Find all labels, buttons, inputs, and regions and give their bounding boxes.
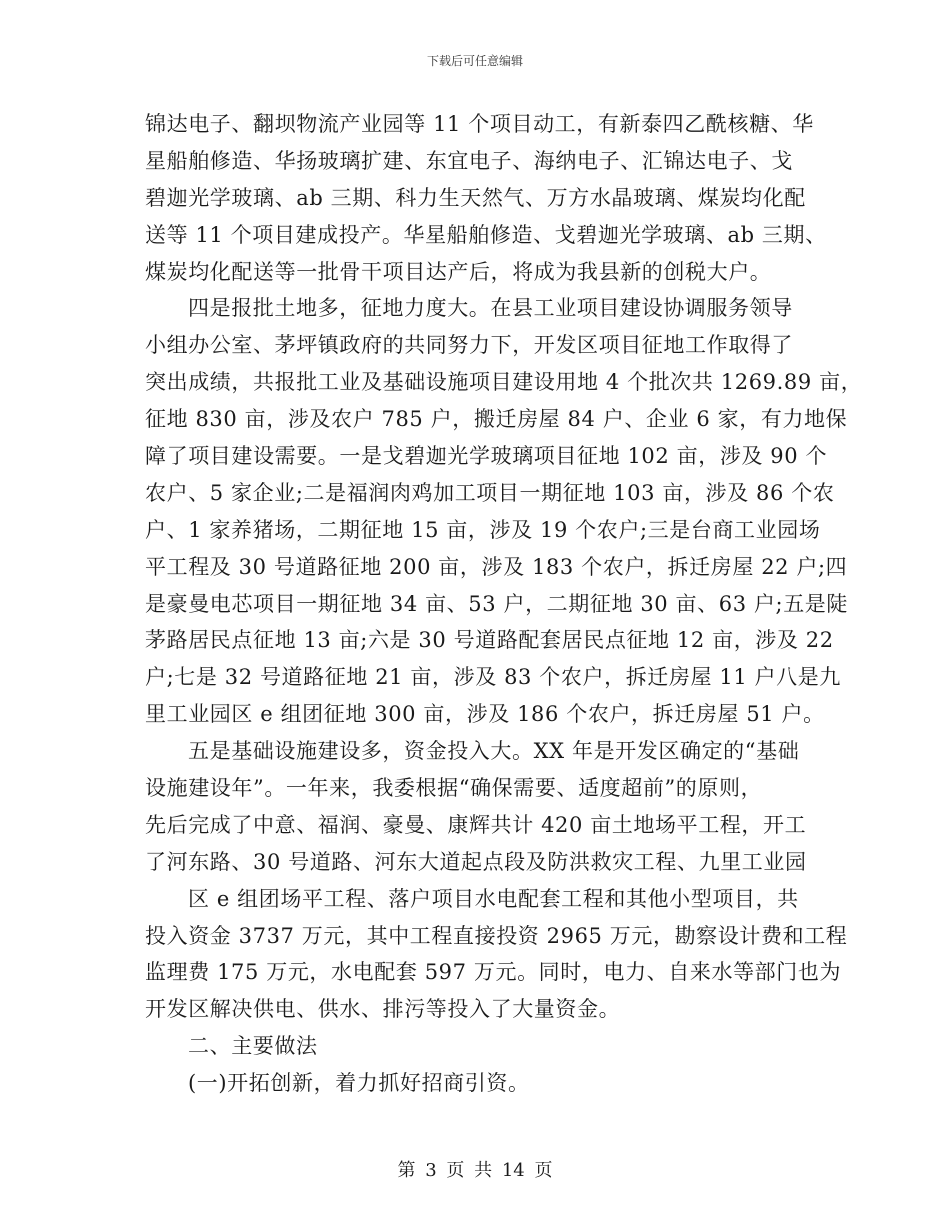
body-line: 突出成绩，共报批工业及基础设施项目建设用地 4 个批次共 1269.89 亩， [145,370,863,395]
body-line: 投入资金 3737 万元，其中工程直接投资 2965 万元，勘察设计费和工程 [145,923,848,948]
body-line: 锦达电子、翻坝物流产业园等 11 个项目动工，有新泰四乙酰核糖、华 [145,112,814,136]
body-line: 监理费 175 万元，水电配套 597 万元。同时，电力、自来水等部门也为 [145,960,842,985]
body-line: 星船舶修造、华扬玻璃扩建、东宜电子、海纳电子、汇锦达电子、戈 [145,148,793,173]
body-line: 区 e 组团场平工程、落户项目水电配套工程和其他小型项目，共 [188,886,799,911]
body-line: 障了项目建设需要。一是戈碧迦光学玻璃项目征地 102 亩，涉及 90 个 [145,444,828,469]
body-line: 平工程及 30 号道路征地 200 亩，涉及 183 个农户，拆迁房屋 22 户;四 [145,554,848,579]
body-line: 先后完成了中意、福润、豪曼、康辉共计 420 亩土地场平工程，开工 [145,812,807,837]
document-body [0,106,950,1102]
section-heading: 二、主要做法 [188,1034,318,1059]
page-footer: 第 3 页 共 14 页 [397,1160,553,1181]
body-line: 设施建设年”。一年来，我委根据“确保需要、适度超前”的原则， [145,776,763,801]
body-line: 是豪曼电芯项目一期征地 34 亩、53 户，二期征地 30 亩、63 户;五是陡 [145,591,849,616]
subsection-heading: (一)开拓创新，着力抓好招商引资。 [188,1071,530,1096]
body-line: 茅路居民点征地 13 亩;六是 30 号道路配套居民点征地 12 亩，涉及 22 [145,628,834,653]
body-line: 户;七是 32 号道路征地 21 亩，涉及 83 个农户，拆迁房屋 11 户八是九 [145,665,841,690]
paragraph-start-line: 五是基础设施建设多，资金投入大。XX 年是开发区确定的“基础 [188,739,800,764]
page-header: 下载后可任意编辑 [426,54,523,68]
paragraph-start-line: 四是报批土地多，征地力度大。在县工业项目建设协调服务领导 [188,296,793,321]
body-line: 征地 830 亩，涉及农户 785 户，搬迁房屋 84 户、企业 6 家，有力地保 [145,407,848,432]
body-line: 开发区解决供电、供水、排污等投入了大量资金。 [145,997,621,1022]
body-line: 农户、5 家企业;二是福润肉鸡加工项目一期征地 103 亩，涉及 86 个农 [145,480,835,505]
body-line: 送等 11 个项目建成投产。华星船舶修造、戈碧迦光学玻璃、ab 三期、 [145,222,827,247]
body-line: 碧迦光学玻璃、ab 三期、科力生天然气、万方水晶玻璃、煤炭均化配 [145,185,806,210]
body-line: 里工业园区 e 组团征地 300 亩，涉及 186 个农户，拆迁房屋 51 户。 [145,702,825,727]
body-line: 煤炭均化配送等一批骨干项目达产后，将成为我县新的创税大户。 [145,259,772,284]
body-line: 小组办公室、茅坪镇政府的共同努力下，开发区项目征地工作取得了 [145,333,793,358]
body-line: 了河东路、30 号道路、河东大道起点段及防洪救灾工程、九里工业园 [145,849,807,874]
body-line: 户、1 家养猪场，二期征地 15 亩，涉及 19 个农户;三是台商工业园场 [145,517,821,542]
